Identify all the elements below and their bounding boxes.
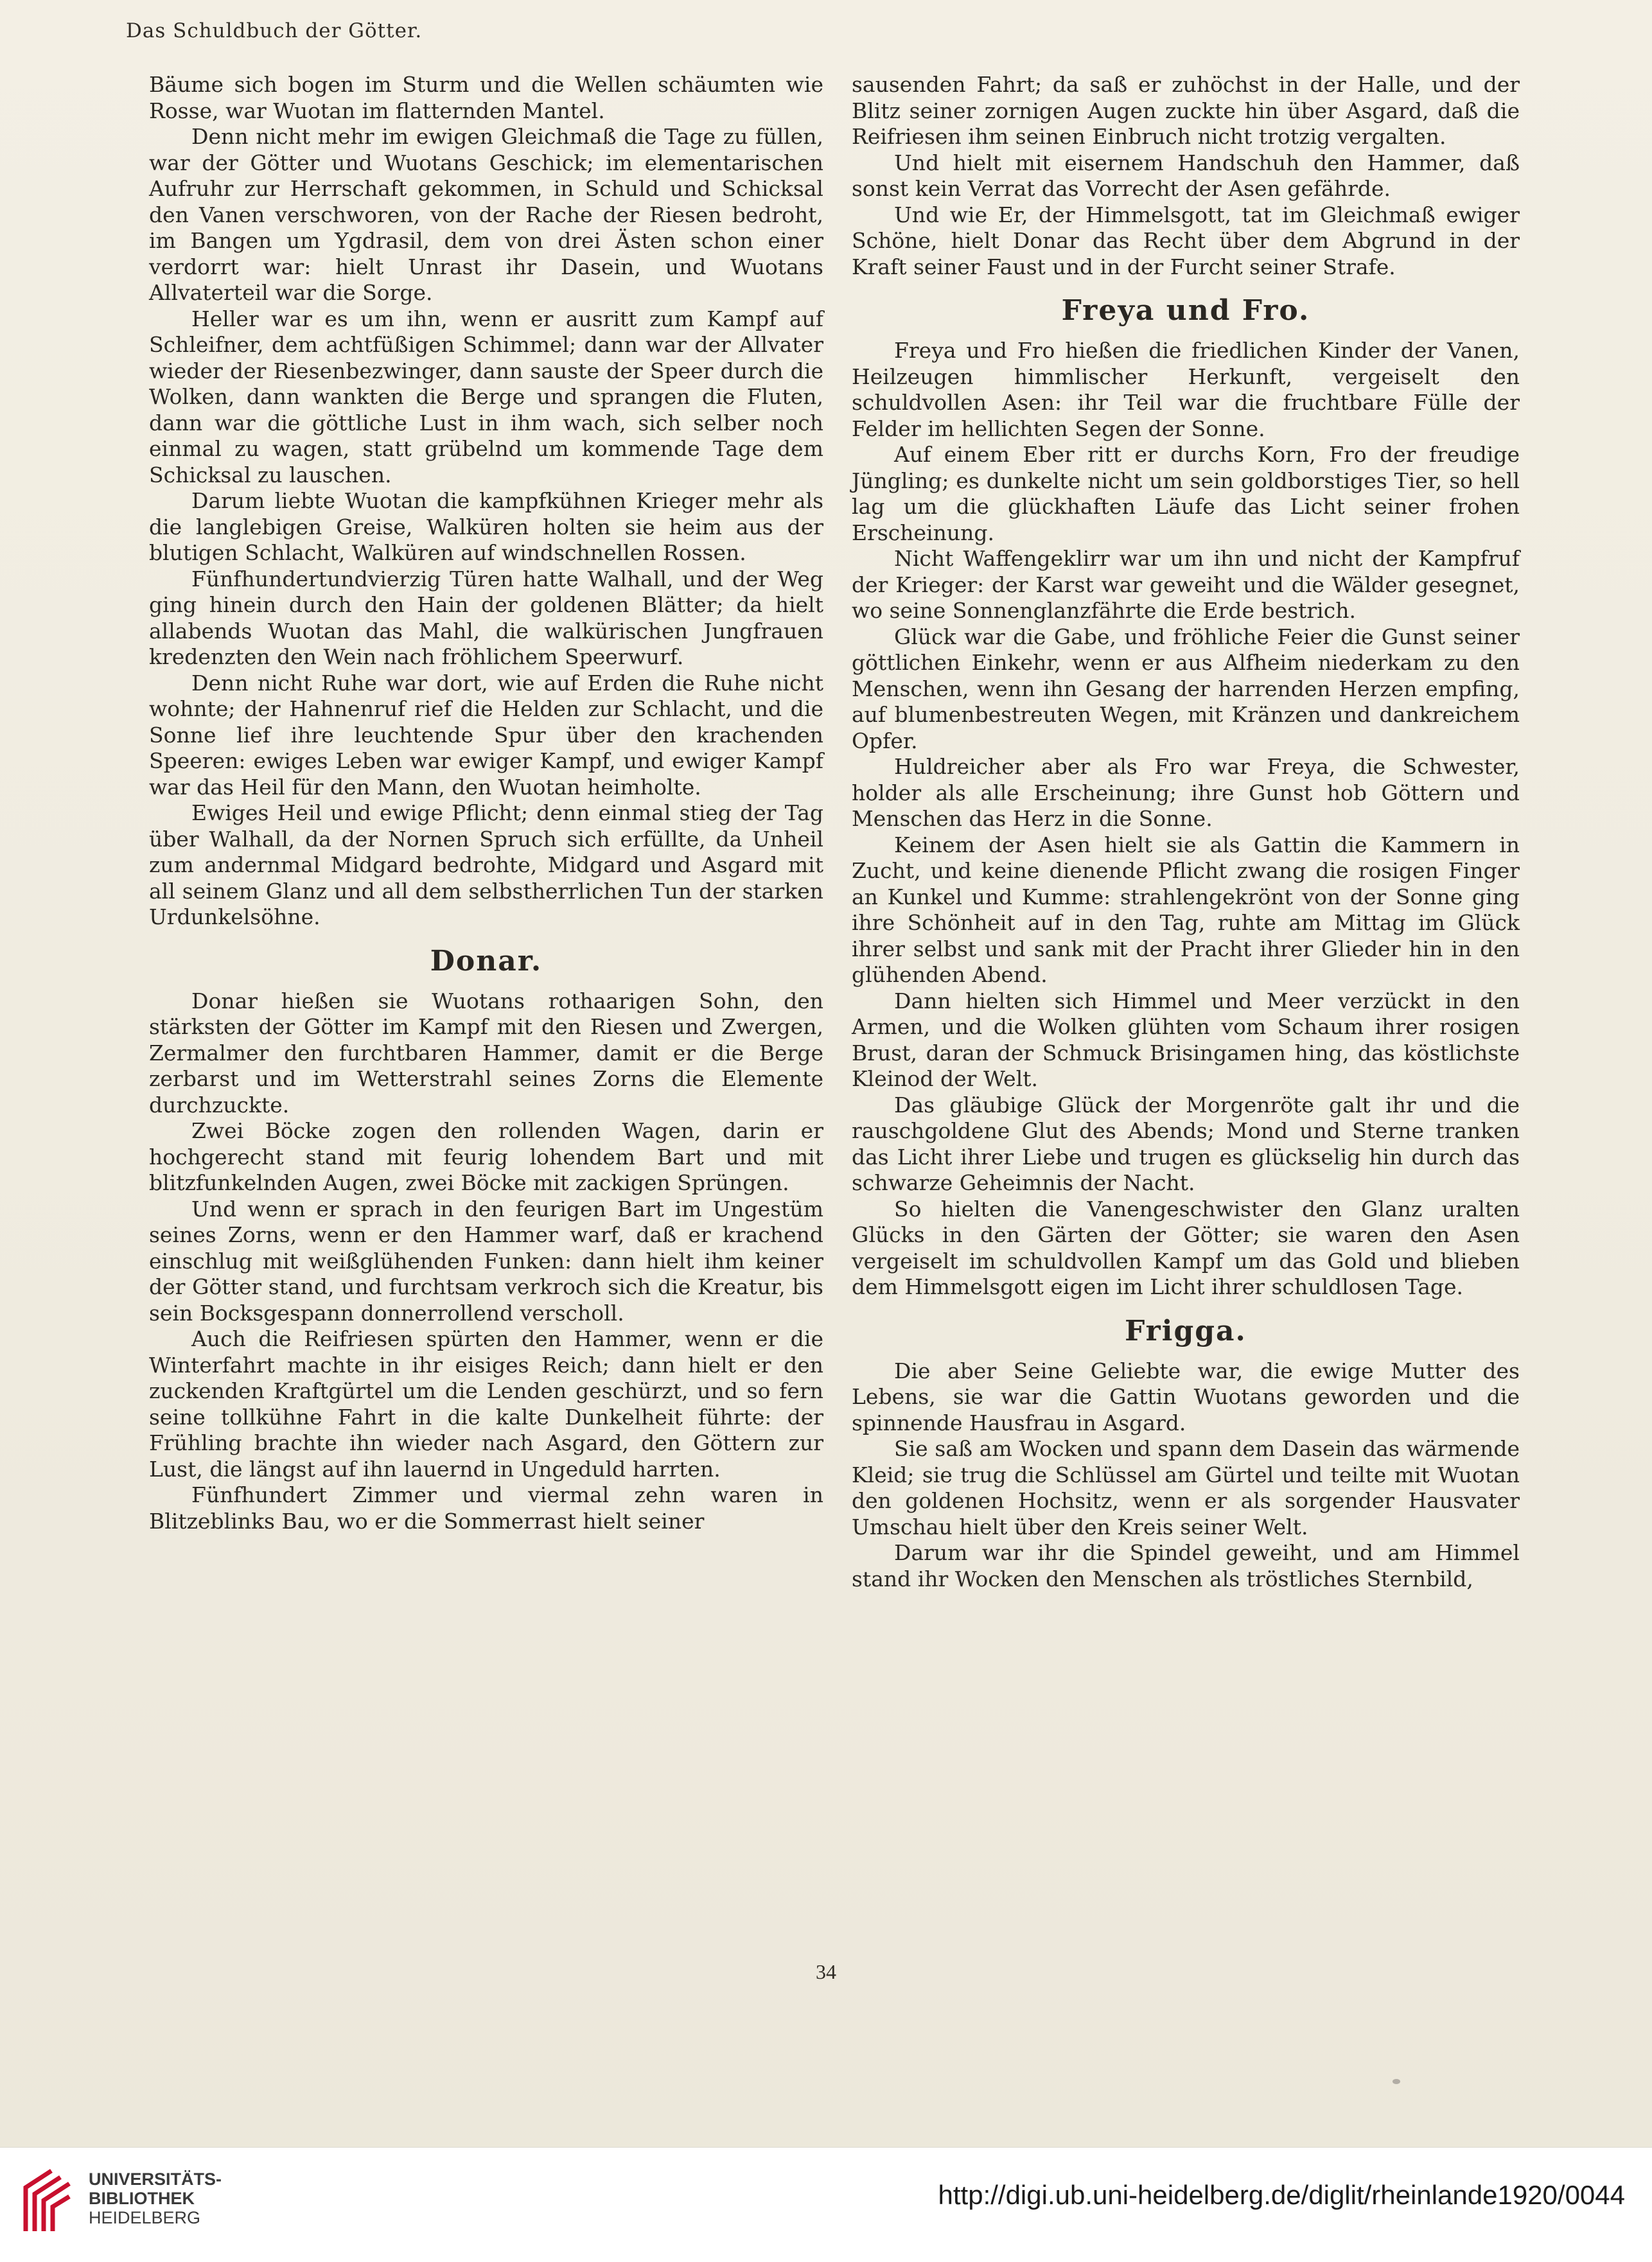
paragraph: Heller war es um ihn, wenn er ausritt zum Kampf auf Schleifner, dem achtfüßigen Schimmel; dann war der Allvater wieder der Riesenbezwinger, dann sauste der Speer durch die Wolken, dann wankten die Berge und sprangen die Fluten, dann war die göttliche Lust in ihm wach, sich selber noch einmal zu wagen, statt grübelnd um kommende Tage dem Schicksal zu lauschen. xyxy=(149,306,823,487)
section-heading-donar: Donar. xyxy=(430,944,543,978)
page-number: 34 xyxy=(816,1960,836,1983)
paragraph: Darum war ihr die Spindel geweiht, und am Himmel stand ihr Wocken den Menschen als tröstliches Sternbild, xyxy=(852,1540,1520,1591)
section-heading-frigga: Frigga. xyxy=(1125,1314,1247,1347)
footer-bar xyxy=(0,2147,1652,2262)
paragraph: Glück war die Gabe, und fröhliche Feier die Gunst seiner göttlichen Einkehr, wenn er aus Alfheim niederkam zu den Menschen, wenn ihn Gesang der harrenden Herzen empfing, auf blumenbestreuten Wegen, mit Kränzen und dankreichem Opfer. xyxy=(852,624,1520,753)
paragraph: Fünfhundertundvierzig Türen hatte Walhall, und der Weg ging hinein durch den Hain der goldenen Blätter; da hielt allabends Wuotan das Mahl, die walkürischen Jungfrauen kredenzten den Wein nach fröhlichem Speerwurf. xyxy=(149,566,823,669)
source-url[interactable]: http://digi.ub.uni-heidelberg.de/diglit/rheinlande1920/0044 xyxy=(938,2180,1625,2210)
paragraph: Darum liebte Wuotan die kampfkühnen Krieger mehr als die langlebigen Greise, Walküren holten sie heim aus der blutigen Schlacht, Walküren auf windschnellen Rossen. xyxy=(149,488,823,565)
paragraph: Und wenn er sprach in den feurigen Bart im Ungestüm seines Zorns, wenn er den Hammer warf, daß er krachend einschlug mit weißglühenden Funken: dann hielt ihm keiner der Götter stand, und furchtsam verkroch sich die Kreatur, bis sein Bocksgespann donnerrollend verscholl. xyxy=(149,1196,823,1326)
section-heading-freya-und-fro: Freya und Fro. xyxy=(1061,294,1310,327)
left-column xyxy=(149,72,823,1534)
library-name-line: HEIDELBERG xyxy=(89,2208,201,2227)
ink-smudge xyxy=(1393,2079,1400,2084)
paragraph: Bäume sich bogen im Sturm und die Wellen schäumten wie Rosse, war Wuotan im flatternden Mantel. xyxy=(149,72,823,123)
paragraph: Freya und Fro hießen die friedlichen Kinder der Vanen, Heilzeugen himmlischer Herkunft, vergeiselt den schuldvollen Asen: ihr Teil war die fruchtbare Fülle der Felder im hellichten Segen der Sonne. xyxy=(852,338,1520,441)
paragraph: Denn nicht Ruhe war dort, wie auf Erden die Ruhe nicht wohnte; der Hahnenruf rief die Helden zur Schlacht, und die Sonne lief ihre leuchtende Spur über den krachenden Speeren: ewiges Leben war ewiger Kampf, und ewiger Kampf war das Heil für den Mann, den Wuotan heimholte. xyxy=(149,670,823,800)
logo-stroke xyxy=(44,2184,69,2231)
library-name-line: UNIVERSITÄTS- xyxy=(89,2170,222,2189)
paragraph: Auf einem Eber ritt er durchs Korn, Fro der freudige Jüngling; es dunkelte nicht um sein goldborstiges Tier, so hell lag um die glückhaften Läufe das Licht seiner frohen Erscheinung. xyxy=(852,442,1520,545)
paragraph: Keinem der Asen hielt sie als Gattin die Kammern in Zucht, und keine dienende Pflicht zwang die rosigen Finger an Kunkel und Kumme: strahlengekrönt von der Sonne ging ihre Schönheit auf in den Tag, ruhte am Mittag im Glück ihrer selbst und sank mit der Pracht ihrer Glieder hin in den glühenden Abend. xyxy=(852,832,1520,987)
paragraph: Ewiges Heil und ewige Pflicht; denn einmal stieg der Tag über Walhall, da der Nornen Spruch sich erfüllte, da Unheil zum andernmal Midgard bedrohte, Midgard und Asgard mit all seinem Glanz und all dem selbstherrlichen Tun der starken Urdunkelsöhne. xyxy=(149,800,823,929)
paragraph: Dann hielten sich Himmel und Meer verzückt in den Armen, und die Wolken glühten vom Schaum ihrer rosigen Brust, daran der Schmuck Brisingamen hing, das köstlichste Kleinod der Welt. xyxy=(852,988,1520,1091)
paragraph: Fünfhundert Zimmer und viermal zehn waren in Blitzeblinks Bau, wo er die Sommerrast hielt seiner xyxy=(149,1482,823,1534)
paragraph: Die aber Seine Geliebte war, die ewige Mutter des Lebens, sie war die Gattin Wuotans geworden und die spinnende Hausfrau in Asgard. xyxy=(852,1358,1520,1435)
paragraph: sausenden Fahrt; da saß er zuhöchst in der Halle, und der Blitz seiner zornigen Augen zuckte hin über Asgard, daß die Reifriesen ihm seinen Einbruch nicht trotzig vergalten. xyxy=(852,72,1520,149)
paragraph: Huldreicher aber als Fro war Freya, die Schwester, holder als alle Erscheinung; ihre Gunst hob Göttern und Menschen das Herz in die Sonne. xyxy=(852,754,1520,831)
paragraph: Und wie Er, der Himmelsgott, tat im Gleichmaß ewiger Schöne, hielt Donar das Recht über dem Abgrund in der Kraft seiner Faust und in der Furcht seiner Strafe. xyxy=(852,202,1520,279)
paragraph: So hielten die Vanengeschwister den Glanz uralten Glücks in den Gärten der Götter; sie waren den Asen vergeiselt im schuldvollen Kampf um das Gold und blieben dem Himmelsgott eigen im Licht ihrer schuldlosen Tage. xyxy=(852,1196,1520,1299)
library-name-line: BIBLIOTHEK xyxy=(89,2189,195,2208)
paragraph: Donar hießen sie Wuotans rothaarigen Sohn, den stärksten der Götter im Kampf mit den Riesen und Zwergen, Zermalmer den furchtbaren Hammer, damit er die Berge zerbarst und im Wetterstrahl seines Zorns die Elemente durchzuckte. xyxy=(149,988,823,1118)
paragraph: Nicht Waffengeklirr war um ihn und nicht der Kampfruf der Krieger: der Karst war geweiht und die Wälder gesegnet, wo seine Sonnenglanzfährte die Erde bestrich. xyxy=(852,546,1520,623)
right-column xyxy=(852,72,1520,1592)
paragraph: Zwei Böcke zogen den rollenden Wagen, darin er hochgerecht stand mit feurig lohendem Bart und mit blitzfunkelnden Augen, zwei Böcke mit zackigen Sprüngen. xyxy=(149,1118,823,1195)
logo-stroke xyxy=(26,2171,51,2231)
running-header: Das Schuldbuch der Götter. xyxy=(126,19,423,42)
paragraph: Sie saß am Wocken und spann dem Dasein das wärmende Kleid; sie trug die Schlüssel am Gürtel und teilte mit Wuotan den goldenen Hochsitz, wenn er als sorgender Hausvater Umschau hielt über den Kreis seiner Welt. xyxy=(852,1436,1520,1539)
paragraph: Und hielt mit eisernem Handschuh den Hammer, daß sonst kein Verrat das Vorrecht der Asen gefährde. xyxy=(852,150,1520,201)
paragraph: Auch die Reifriesen spürten den Hammer, wenn er die Winterfahrt machte in ihr eisiges Reich; dann hielt er den zuckenden Kraftgürtel um die Lenden geschürzt, und so fern seine tollkühne Fahrt in die kalte Dunkelheit führte: der Frühling brachte ihn wieder nach Asgard, den Göttern zur Lust, die längst auf ihn lauernd in Ungeduld harrten. xyxy=(149,1326,823,1482)
logo-stroke xyxy=(53,2196,69,2231)
library-logo-icon xyxy=(14,2162,76,2239)
paragraph: Das gläubige Glück der Morgenröte galt ihr und die rauschgoldene Glut des Abends; Mond und Sterne tranken das Licht ihrer Liebe und trugen es glückselig hin durch das schwarze Geheimnis der Nacht. xyxy=(852,1092,1520,1195)
library-name xyxy=(89,2170,222,2227)
paragraph: Denn nicht mehr im ewigen Gleichmaß die Tage zu füllen, war der Götter und Wuotans Geschick; im elementarischen Aufruhr zur Herrschaft gekommen, in Schuld und Schicksal den Vanen verschworen, von der Rache der Riesen bedroht, im Bangen um Ygdrasil, dem von drei Ästen schon einer verdorrt war: hielt Unrast ihr Dasein, und Wuotans Allvaterteil war die Sorge. xyxy=(149,124,823,305)
